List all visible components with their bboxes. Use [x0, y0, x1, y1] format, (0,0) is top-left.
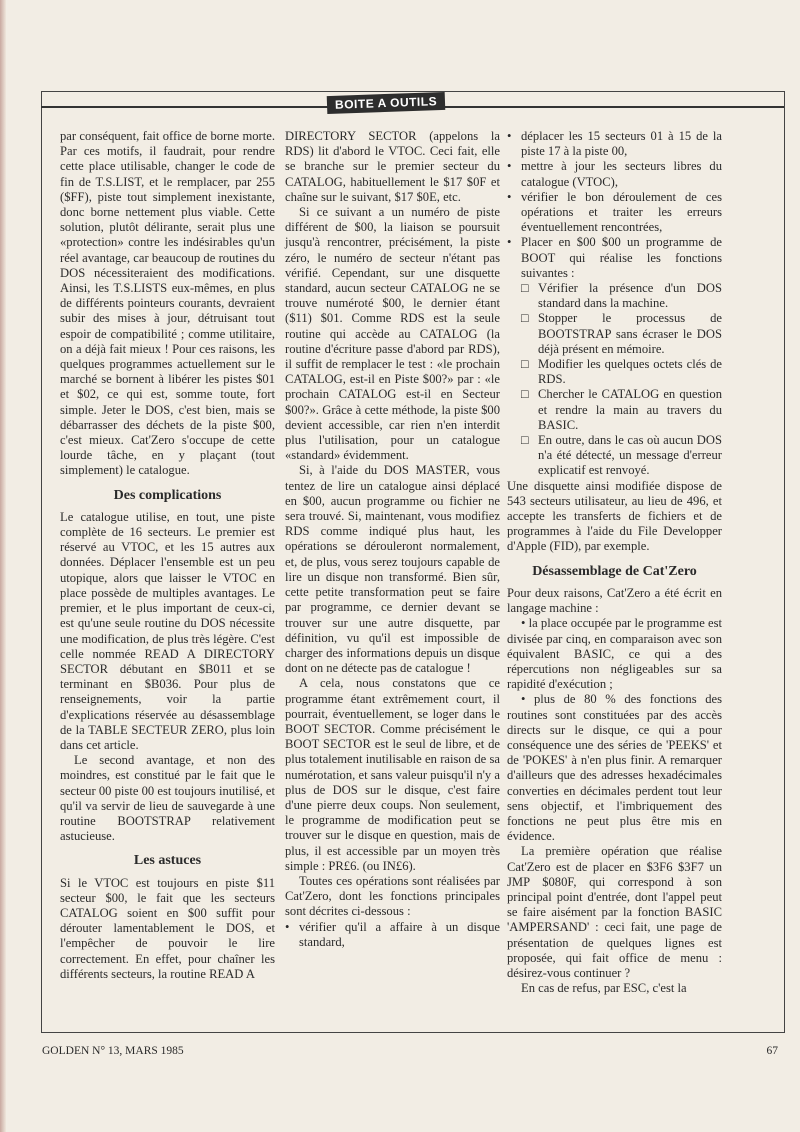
- section-heading: Les astuces: [133, 853, 202, 869]
- section-heading: Désassemblage de Cat'Zero: [532, 563, 697, 579]
- footer-issue: GOLDEN N° 13, MARS 1985: [42, 1045, 184, 1057]
- paragraph: • la place occupée par le programme est divisée par cinq, en comparaison avec son équivalent BASIC, ce qui a des répercutions non négligeables sur sa rapidité d'exécution ;: [507, 616, 722, 692]
- list-item: • Placer en $00 $00 un programme de BOOT qui réalise les fonctions suivantes :: [507, 235, 722, 281]
- paragraph: Toutes ces opérations sont réalisées par Cat'Zero, dont les fonctions principales sont décrites ci-dessous :: [285, 873, 500, 919]
- bullet-list: [507, 129, 722, 281]
- list-item: □ Vérifier la présence d'un DOS standard dans la machine.: [521, 281, 722, 311]
- paragraph: Si ce suivant a un numéro de piste différent de $00, la liaison se poursuit jusqu'à rencontrer, précisément, la piste zéro, le numéro de secteur n'étant pas vérifié. Cependant, sur une disquette standard, aucun secteur CATALOG ne se trouve numéroté $00, le dernier étant ($11) $01. Comme RDS est la seule routine qui accède au CATALOG (la routine d'écriture passe d'abord par RDS), il suffit de remplacer le test : «le prochain CATALOG, est-il en Piste $00?» par : «le prochain CATALOG est-il en Secteur $00?». Grâce à cette méthode, la piste $00 devient accessible, car rien n'en interdit plus l'utilisation, pour un catalogue «standard» évidemment.: [285, 205, 500, 463]
- paragraph: Une disquette ainsi modifiée dispose de 543 secteurs utilisateur, au lieu de 496, et accepte les transferts de fichiers et de programmes à l'aide du File Developper d'Apple (FID), par exemple.: [507, 478, 722, 554]
- list-item: □ Modifier les quelques octets clés de RDS.: [521, 357, 722, 387]
- checkbox-list: [507, 281, 722, 479]
- list-item: • mettre à jour les secteurs libres du catalogue (VTOC),: [507, 159, 722, 189]
- list-item: □ En outre, dans le cas où aucun DOS n'a été détecté, un message d'erreur explicatif est renvoyé.: [521, 433, 722, 479]
- page-number: 67: [766, 1045, 778, 1057]
- column-3: [507, 129, 722, 996]
- paragraph: Si le VTOC est toujours en piste $11 secteur $00, le fait que les secteurs CATALOG soient en $00 suffit pour dérouter lamentablement le DOS, et l'empêcher de pouvoir le lire correctement. En effet, pour chaîner les différents secteurs, la routine READ A: [60, 875, 275, 981]
- paragraph: Le second avantage, et non des moindres, est constitué par le fait que le secteur 00 piste 00 est toujours inutilisé, et qu'il va servir de lieu de sauvegarde à une routine BOOTSTRAP relativement astucieuse.: [60, 753, 275, 844]
- paragraph: Si, à l'aide du DOS MASTER, vous tentez de lire un catalogue ainsi déplacé en $00, aucun programme ou fichier ne sera trouvé. Si, maintenant, vous modifiez RDS comme indiqué plus haut, les opérations se dérouleront normalement, et, de plus, vous serez toujours capable de lire un disque non transformé. Bien sûr, cette petite transformation peut se faire par programme, ce dernier devant se trouver sur une autre disquette, par définition, vu qu'il est impossible de charger des informations depuis un disque dont on ne détecte pas de catalogue !: [285, 463, 500, 676]
- list-item: □ Chercher le CATALOG en question et rendre la main au travers du BASIC.: [521, 387, 722, 433]
- section-heading: Des complications: [113, 487, 222, 503]
- list-item: □ Stopper le processus de BOOTSTRAP sans écraser le DOS déjà présent en mémoire.: [521, 311, 722, 357]
- paragraph: par conséquent, fait office de borne morte. Par ces motifs, il faudrait, pour rendre cette place utilisable, changer le code de fin de T.S.LIST, et le remplacer, par 255 ($FF), piste tout simplement inexistante, donc borne nettement plus viable. Cette solution, plutôt délirante, serait plus une «protection» contre les indésirables qu'un réel avantage, car beaucoup de routines du DOS nécessiteraient des modifications. Ainsi, les T.S.LISTS eux-mêmes, en plus de différents pointeurs courants, devraient subir des mises à jour, détruisant tout espoir de compatibilité ; comme utilitaire, on a déjà fait mieux ! Pour ces raisons, les quelques programmes actuellement sur le marché se bornent à libérer les pistes $01 et $02, ce qui est, somme toute, fort simple. Jeter le DOS, c'est bien, mais se débarrasser des déchets de la piste $00, c'est mieux. Cat'Zero s'occupe de cette lourde tâche, en y plaçant (tout simplement) le catalogue.: [60, 129, 275, 478]
- paragraph: En cas de refus, par ESC, c'est la: [521, 981, 687, 996]
- bullet-list: [285, 920, 500, 950]
- column-2: [285, 129, 500, 950]
- paragraph: La première opération que réalise Cat'Zero est de placer en $3F6 $3F7 un JMP $080F, qui correspond à son principal point d'entrée, dont l'appel peut se faire aisément par la fonction BASIC 'AMPERSAND' : ceci fait, une page de présentation de quelques lignes est proposée, qui fait office de menu : désirez-vous continuer ?: [507, 844, 722, 980]
- list-item: • déplacer les 15 secteurs 01 à 15 de la piste 17 à la piste 00,: [507, 129, 722, 159]
- list-item: • vérifier qu'il a affaire à un disque standard,: [285, 920, 500, 950]
- paragraph: Le catalogue utilise, en tout, une piste complète de 16 secteurs. Le premier est réservé au VTOC, et les 15 autres aux données. Déplacer l'ensemble est un peu utopique, alors que laisser le VTOC en place possède de multiples avantages. Le premier, et le plus important de ceux-ci, est qu'une seule routine du DOS nécessite une modification, de plus très légère. C'est celle nommée READ A DIRECTORY SECTOR débutant en $B011 et se terminant en $B036. Pour plus de renseignements, voir la partie d'explications réservée au désassemblage de la TABLE SECTEUR ZERO, plus loin dans cet article.: [60, 509, 275, 752]
- list-item: • vérifier le bon déroulement de ces opérations et traiter les erreurs éventuellement rencontrées,: [507, 190, 722, 236]
- paragraph: A cela, nous constatons que ce programme étant extrêmement court, il pourrait, éventuellement, se loger dans le BOOT SECTOR. Comme précisément le BOOT SECTOR est le seul de libre, et de plus totalement inutilisable en raison de sa numérotation, et sans valeur puisqu'il n'y a plus de DOS sur le disque, c'est faire d'une pierre deux coups. Non seulement, le programme de modification peut se trouver sur le disque en question, mais de plus, il est accessible par un moyen très simple : PR£6. (ou IN£6).: [285, 676, 500, 873]
- column-1: [60, 129, 275, 982]
- paragraph: DIRECTORY SECTOR (appelons la RDS) lit d'abord le VTOC. Ceci fait, elle se branche sur le premier secteur du CATALOG, habituellement le $17 $0F et chaîne sur le suivant, $17 $0E, etc.: [285, 129, 500, 204]
- paragraph: Pour deux raisons, Cat'Zero a été écrit en langage machine :: [507, 585, 722, 616]
- section-badge: BOITE A OUTILS: [327, 92, 446, 114]
- paragraph: • plus de 80 % des fonctions des routines sont constituées par des accès directs sur le disque, ce qui a pour conséquence une des séries de 'PEEKS' et de 'POKES' à n'en plus finir. A remarquer d'ailleurs que des adresses hexadécimales converties en décimales perdent tout leur sens objectif, et l'imbriquement des fonctions ne peut plus être mis en évidence.: [507, 692, 722, 844]
- page-edge: [0, 0, 6, 1132]
